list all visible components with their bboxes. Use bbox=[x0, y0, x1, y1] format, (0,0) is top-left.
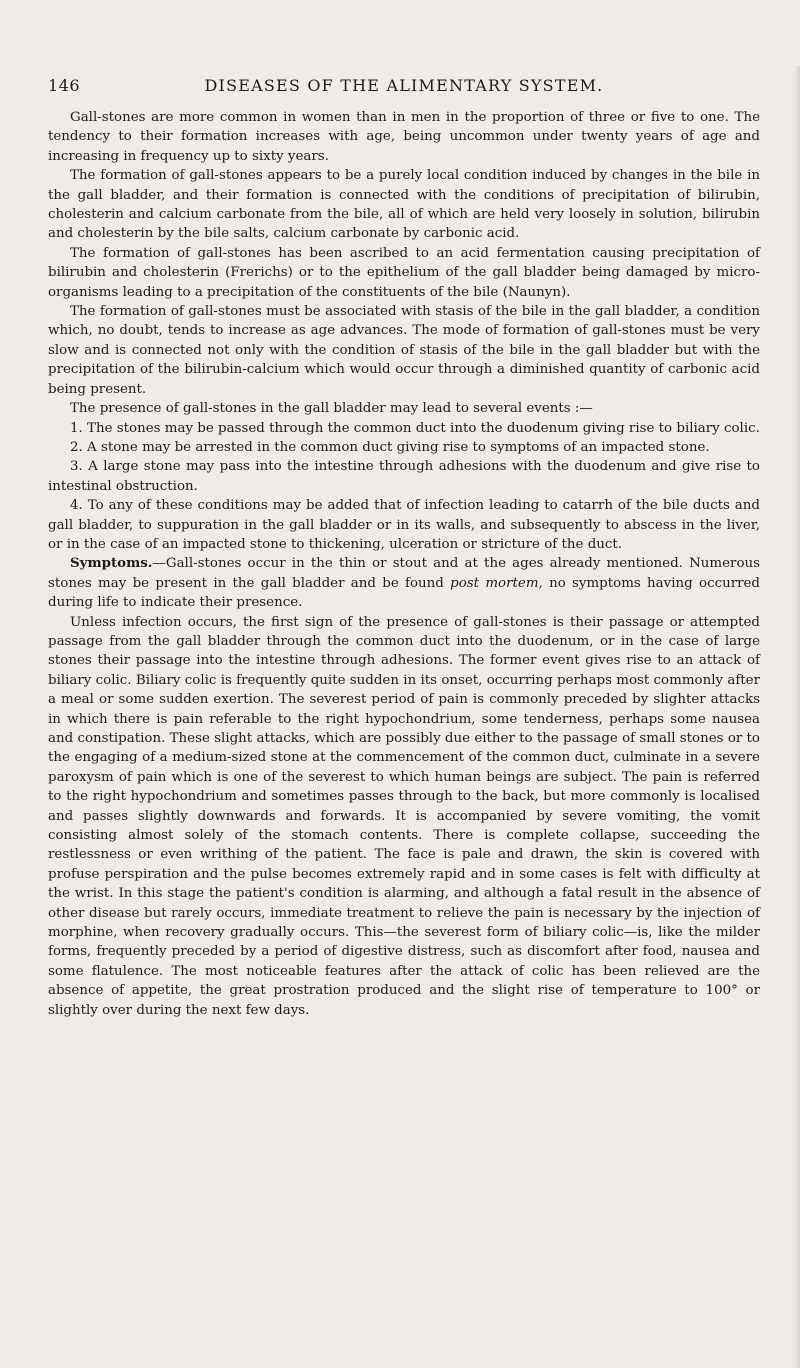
symptoms-italic: post mortem, bbox=[450, 575, 543, 591]
list-item: 4. To any of these conditions may be added that of infection leading to catarrh of the bile ducts and gall bladder, to suppuration in the gall bladder or in its walls, and subsequently to abscess in the liver, or in the case of an impacted stone to thickening, ulceration or stricture of the duct. bbox=[48, 498, 760, 552]
book-page bbox=[0, 66, 800, 1368]
running-title: DISEASES OF THE ALIMENTARY SYSTEM. bbox=[204, 76, 604, 95]
symptoms-heading: Symptoms. bbox=[70, 555, 153, 572]
symptoms-text: —Gall-stones occur in the thin or stout and at the ages already mentioned. Numerous stones may be present in the gall bladder and be found bbox=[48, 556, 760, 591]
body-text bbox=[48, 108, 760, 1020]
paragraph-incidence: Gall-stones are more common in women than in men in the proportion of three or five to one. The tendency to their formation increases with age, being uncommon under twenty years of age and increasing in frequency up to sixty years. bbox=[48, 110, 760, 164]
page-edge-shadow bbox=[794, 66, 800, 1368]
paragraph-causes: The formation of gall-stones has been ascribed to an acid fermentation causing precipitation of bilirubin and cholesterin (Frerichs) or to the epithelium of the gall bladder being damaged by micro-organisms leading to a precipitation of the constituents of the bile (Naunyn). bbox=[48, 245, 760, 300]
paragraph-symptoms bbox=[48, 554, 760, 612]
paragraph-events-intro: The presence of gall-stones in the gall bladder may lead to several events :— bbox=[70, 401, 593, 417]
list-item: 1. The stones may be passed through the common duct into the duodenum giving rise to biliary colic. bbox=[70, 420, 760, 436]
symptoms-text-end: no symptoms having occurred during life to indicate their presence. bbox=[48, 575, 760, 611]
paragraph-stasis: The formation of gall-stones must be associated with stasis of the bile in the gall bladder, a condition which, no doubt, tends to increase as age advances. The mode of formation of gall-stones must be very slow and is connected not only with the condition of stasis of the bile in the gall bladder but with the precipitation of the bilirubin-calcium which would occur through a diminished quantity of carbonic acid being present. bbox=[48, 304, 760, 397]
list-item: 2. A stone may be arrested in the common duct giving rise to symptoms of an impacted stone. bbox=[70, 439, 710, 455]
paragraph-formation: The formation of gall-stones appears to be a purely local condition induced by changes in the bile in the gall bladder, and their formation is connected with the conditions of precipitation of bilirubin, cholesterin and calcium carbonate from the bile, all of which are held very loosely in solution, bilirubin and cholesterin by the bile salts, calcium carbonate by carbonic acid. bbox=[48, 168, 760, 242]
page-header bbox=[48, 66, 760, 100]
page-number: 146 bbox=[48, 76, 81, 95]
list-item: 3. A large stone may pass into the intestine through adhesions with the duodenum and give rise to intestinal obstruction. bbox=[48, 459, 760, 494]
paragraph-biliary-colic: Unless infection occurs, the first sign of the presence of gall-stones is their passage or attempted passage from the gall bladder through the common duct into the duodenum, or in the case of large stones their passage into the intestine through adhesions. The former event gives rise to an attack of biliary colic. Biliary colic is frequently quite sudden in its onset, occurring perhaps most commonly after a meal or some sudden exertion. The severest period of pain is commonly preceded by slighter attacks in which there is pain referable to the right hypochondrium, some tenderness, perhaps some nausea and constipation. These slight attacks, which are possibly due either to the passage of small stones or to the engaging of a medium-sized stone at the commencement of the common duct, culminate in a severe paroxysm of pain which is one of the severest to which human beings are subject. The pain is referred to the right hypochondrium and sometimes passes through to the back, but more commonly is localised and passes slightly downwards and forwards. It is accompanied by severe vomiting, the vomit consisting almost solely of the stomach contents. There is complete collapse, succeeding the restlessness or even writhing of the patient. The face is pale and drawn, the skin is covered with profuse perspiration and the pulse becomes extremely rapid and in some cases is felt with difficulty at the wrist. In this stage the patient's condition is alarming, and although a fatal result in the absence of other disease but rarely occurs, immediate treatment to relieve the pain is necessary by the injection of morphine, when recovery gradually occurs. This—the severest form of biliary colic—is, like the milder forms, frequently preceded by a period of digestive distress, such as discomfort after food, nausea and some flatulence. The most noticeable features after the attack of colic has been relieved are the absence of appetite, the great prostration produced and the slight rise of temperature to 100° or slightly over during the next few days. bbox=[48, 614, 760, 1018]
